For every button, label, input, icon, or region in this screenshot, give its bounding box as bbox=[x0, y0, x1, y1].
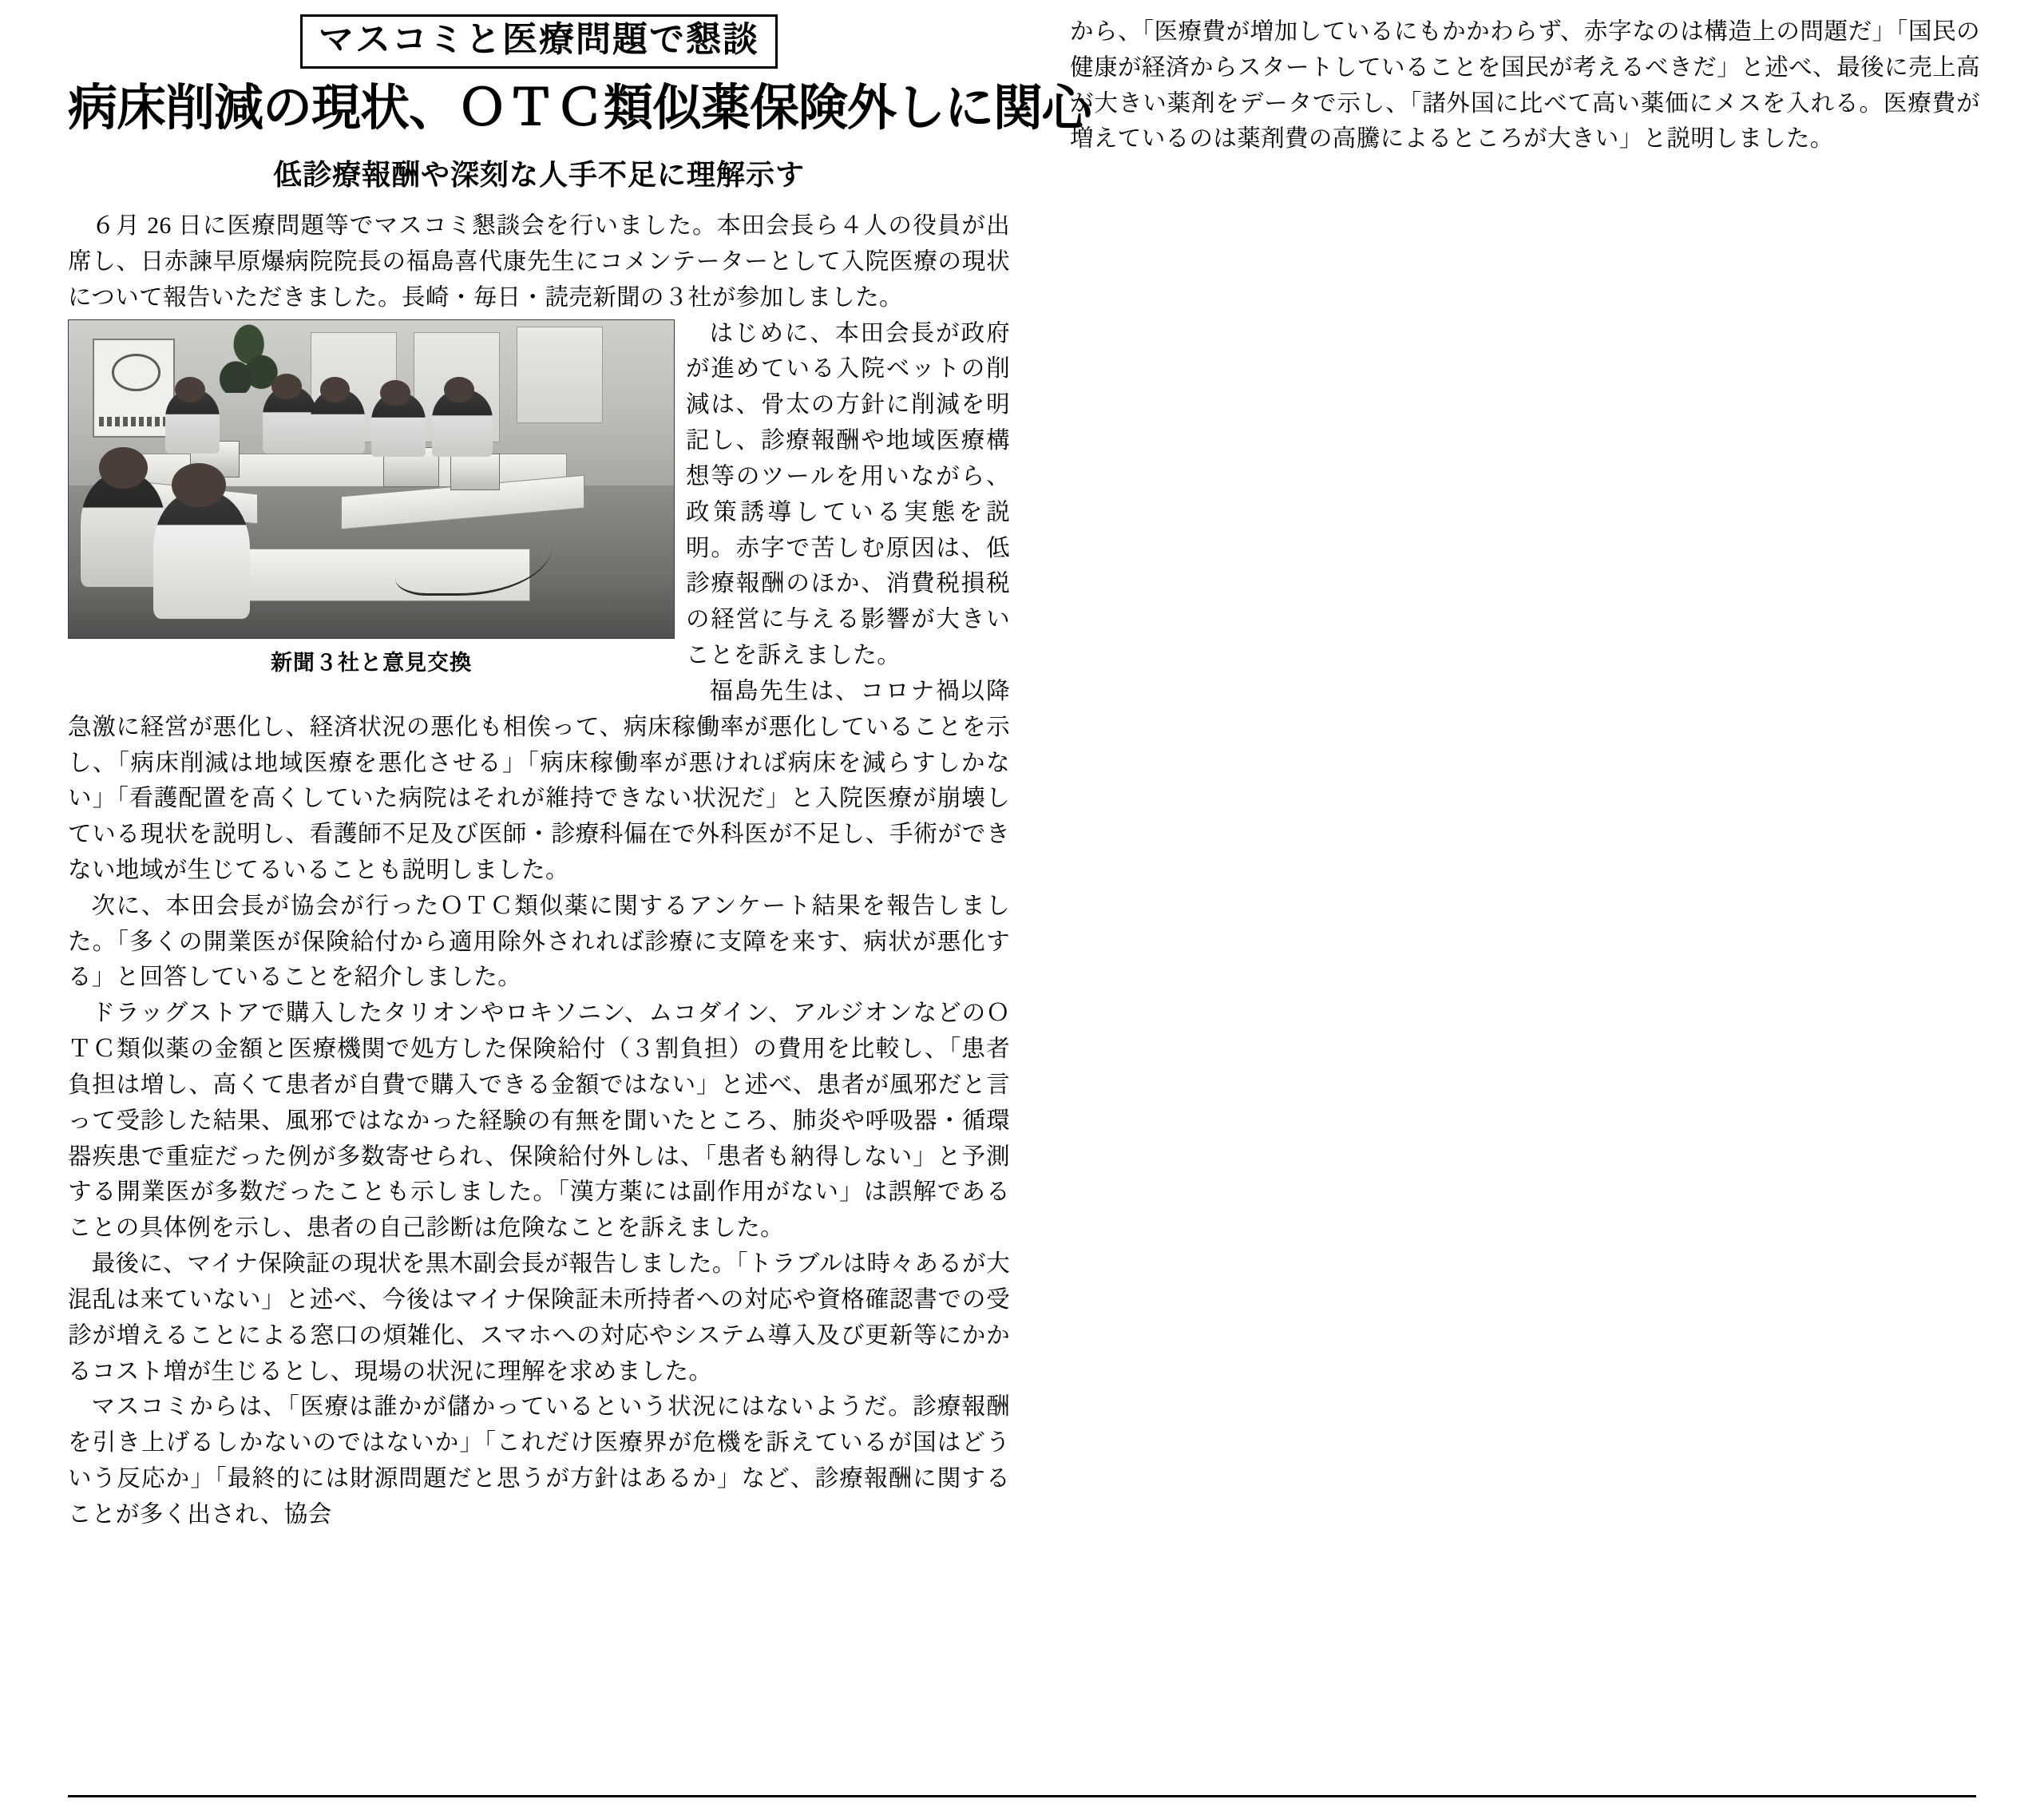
photo-person-head bbox=[444, 377, 474, 402]
paragraph-6: 最後に、マイナ保険証の現状を黒木副会長が報告しました。「トラブルは時々あるが大混乱は来ていない」と述べ、今後はマイナ保険証未所持者への対応や資格確認書での受診が増えることによる窓口の煩雑化、スマホへの対応やシステム導入及び更新等にかかるコスト増が生じるとし、現場の状況に理解を求めました。 bbox=[68, 1251, 1010, 1385]
photo-person-foreground bbox=[153, 491, 250, 618]
photo-person-head bbox=[175, 377, 205, 402]
article-subheadline: 低診療報酬や深刻な人手不足に理解示す bbox=[272, 158, 805, 192]
article-kicker: マスコミと医療問題で懇談 bbox=[300, 14, 778, 69]
paragraph-4: 次に、本田会長が協会が行ったＯＴＣ類似薬に関するアンケート結果を報告しました。「多くの開業医が保険給付から適用除外されれば診療に支障を来す、病状が悪化する」と回答していることを紹介しました。 bbox=[68, 893, 1010, 991]
photo-logo-board bbox=[93, 339, 175, 437]
paragraph-1: ６月 26 日に医療問題等でマスコミ懇談会を行いました。本田会長ら４人の役員が出席し、日赤諫早原爆病院院長の福島喜代康先生にコメンテーターとして入院医療の現状について報告いただきました。長崎・毎日・読売新聞の３社が参加しました。 bbox=[68, 213, 1010, 311]
article-headline: 病床削減の現状、ＯＴＣ類似薬保険外しに関心 bbox=[68, 78, 1091, 137]
photo-person-head bbox=[172, 463, 226, 508]
left-column-body bbox=[68, 208, 1010, 1533]
photo-person-head bbox=[320, 377, 351, 402]
photo-person-head bbox=[271, 374, 302, 399]
photo-person-head bbox=[380, 380, 410, 406]
photo-logo-circle bbox=[112, 354, 160, 391]
paragraph-5: ドラッグストアで購入したタリオンやロキソニン、ムコダイン、アルジオンなどのＯＴＣ類似薬の金額と医療機関で処方した保険給付（３割負担）の費用を比較し、「患者負担は増し、高くて患者が自費で購入できる金額ではない」と述べ、患者が風邪だと言って受診した結果、風邪ではなかった経験の有無を聞いたところ、肺炎や呼吸器・循環器疾患で重症だった例が多数寄せられ、保険給付外しは、「患者も納得しない」と予測する開業医が多数だったことも示しました。「漢方薬には副作用がない」は誤解であることの具体例を示し、患者の自己診断は危険なことを訴えました。 bbox=[68, 1001, 1010, 1242]
kicker-wrapper bbox=[68, 14, 1010, 69]
paragraph-3: 福島先生は、コロナ禍以降急激に経営が悪化し、経済状況の悪化も相俟って、病床稼働率が悪化していることを示し、「病床削減は地域医療を悪化させる」「病床稼働率が悪ければ病床を減らすしかない」「看護配置を高くしていた病院はそれが維持できない状況だ」と入院医療が崩壊している現状を説明し、看護師不足及び医師・診療科偏在で外科医が不足し、手術ができない地域が生じてるいることも説明しました。 bbox=[68, 678, 1010, 883]
photo-wall-panel bbox=[517, 327, 603, 423]
photo-person-head bbox=[99, 447, 148, 489]
paragraph-7: マスコミからは、「医療は誰かが儲かっているという状況にはないようだ。診療報酬を引き上げるしかないのではないか」「これだけ医療界が危機を訴えているが国はどういう反応か」「最終的には財源問題だと思うが方針はあるか」など、診療報酬に関することが多く出され、協会 bbox=[68, 1394, 1010, 1528]
meeting-photo bbox=[68, 319, 675, 639]
photo-logo-text bbox=[99, 417, 168, 426]
right-column bbox=[1070, 14, 1980, 157]
paragraph-continuation: から、「医療費が増加しているにもかかわらず、赤字なのは構造上の問題だ」「国民の健康が経済からスタートしていることを国民が考えるべきだ」と述べ、最後に売上高が大きい薬剤をデータで示し、「諸外国に比べて高い薬価にメスを入れる。医療費が増えているのは薬剤費の高騰によるところが大きい」と説明しました。 bbox=[1070, 19, 1980, 153]
paragraph-2: はじめに、本田会長が政府が進めている入院ベットの削減は、骨太の方針に削減を明記し、診療報酬や地域医療構想等のツールを用いながら、政策誘導している実態を説明。赤字で苦しむ原因は、低診療報酬のほか、消費税損税の経営に与える影響が大きいことを訴えました。 bbox=[686, 320, 1010, 669]
left-column bbox=[68, 14, 1091, 1533]
article-photo-figure bbox=[68, 319, 675, 680]
photo-caption: 新聞３社と意見交換 bbox=[271, 650, 472, 676]
photo-laptop bbox=[450, 454, 501, 490]
bottom-divider bbox=[68, 1795, 1976, 1797]
right-column-body bbox=[1070, 14, 1980, 157]
